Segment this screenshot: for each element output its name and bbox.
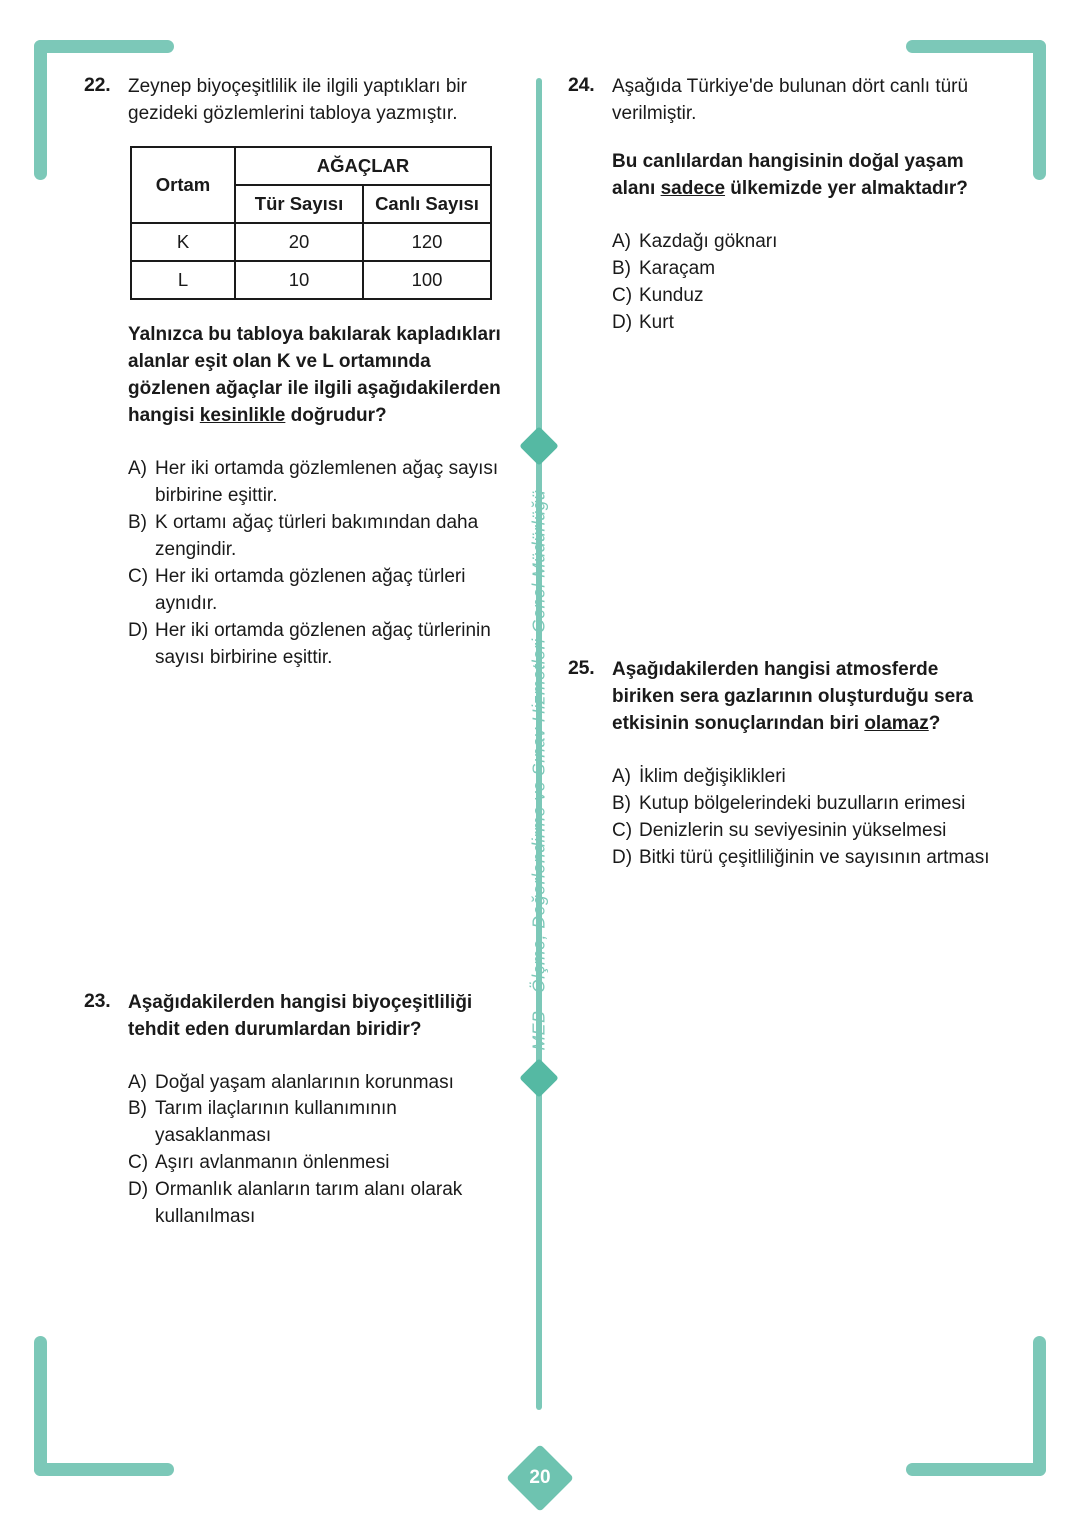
option-letter: A) xyxy=(128,1071,147,1093)
table-cell-tur-sayisi: 10 xyxy=(235,261,363,299)
option-letter: B) xyxy=(612,257,631,279)
option-text: Ormanlık alanların tarım alanı olarak kullanılması xyxy=(155,1179,463,1228)
option-text: İklim değişiklikleri xyxy=(639,765,786,787)
option-b[interactable] xyxy=(128,510,514,564)
option-letter: D) xyxy=(612,311,633,333)
table-cell-canli-sayisi: 100 xyxy=(363,261,491,299)
option-letter: B) xyxy=(612,792,631,814)
question-24 xyxy=(568,74,998,337)
question-prompt xyxy=(612,149,998,203)
table-row xyxy=(131,261,491,299)
option-a[interactable] xyxy=(612,229,998,256)
left-column xyxy=(84,74,514,1231)
option-c[interactable] xyxy=(128,564,514,618)
option-text: Kazdağı göknarı xyxy=(639,230,778,252)
table-cell-tur-sayisi: 20 xyxy=(235,223,363,261)
option-text: Her iki ortamda gözlemlenen ağaç sayısı birbirine eşittir. xyxy=(155,457,499,506)
table-row xyxy=(131,147,491,185)
question-23 xyxy=(84,990,514,1232)
option-b[interactable] xyxy=(612,791,998,818)
option-text: Kunduz xyxy=(639,284,704,306)
right-column xyxy=(568,74,998,872)
question-number: 22. xyxy=(84,74,111,96)
option-letter: B) xyxy=(128,1098,147,1120)
table-cell-env: K xyxy=(131,223,235,261)
corner-bracket-vertical xyxy=(1033,1336,1046,1476)
option-letter: C) xyxy=(128,1152,149,1174)
prompt-emphasis: olamaz xyxy=(864,712,929,734)
prompt-emphasis: sadece xyxy=(660,177,726,199)
corner-bracket-vertical xyxy=(34,40,47,180)
option-text: Doğal yaşam alanlarının korunması xyxy=(155,1071,454,1093)
option-a[interactable] xyxy=(128,1070,514,1097)
table-header-agaclar: AĞAÇLAR xyxy=(235,147,491,185)
answer-options xyxy=(612,229,998,337)
corner-bracket-horizontal xyxy=(906,1463,1046,1476)
question-stem: Zeynep biyoçeşitlilik ile ilgili yaptıkları bir gezideki gözlemlerini tabloya yazmıştır. xyxy=(128,76,467,124)
diamond-marker-icon xyxy=(519,1058,559,1098)
publisher-watermark: MEB • Ölçme, Değerlendirme ve Sınav Hizmetleri Genel Müdürlüğü xyxy=(528,489,549,1051)
table-cell-env: L xyxy=(131,261,235,299)
question-prompt xyxy=(612,657,998,738)
option-letter: A) xyxy=(128,457,147,479)
option-letter: D) xyxy=(128,619,149,641)
diamond-marker-icon xyxy=(519,426,559,466)
prompt-text-part2: ? xyxy=(928,712,941,734)
option-text: Kurt xyxy=(639,311,674,333)
prompt-text-part1: Aşağıdakilerden hangisi atmosferde biriken sera gazlarının oluşturduğu sera etkisinin sonuçlarından biri xyxy=(612,658,974,734)
option-text: Tarım ilaçlarının kullanımının yasaklanması xyxy=(155,1098,397,1147)
option-letter: C) xyxy=(128,565,149,587)
prompt-text-part2: ülkemizde yer almaktadır? xyxy=(725,177,968,199)
corner-bracket-horizontal xyxy=(34,40,174,53)
answer-options xyxy=(612,764,998,872)
corner-bracket-horizontal xyxy=(906,40,1046,53)
option-text: Denizlerin su seviyesinin yükselmesi xyxy=(639,819,947,841)
option-a[interactable] xyxy=(128,456,514,510)
prompt-emphasis: kesinlikle xyxy=(199,404,286,426)
page-number-badge xyxy=(516,1454,564,1502)
option-letter: A) xyxy=(612,230,631,252)
option-d[interactable] xyxy=(612,310,998,337)
option-letter: B) xyxy=(128,511,147,533)
corner-bracket-bottom-right xyxy=(906,1336,1046,1476)
column-divider xyxy=(536,78,542,1410)
question-22 xyxy=(84,74,514,128)
question-prompt xyxy=(128,322,514,430)
question-stem: Aşağıdakilerden hangisi biyoçeşitliliği tehdit eden durumlardan biridir? xyxy=(128,991,473,1040)
corner-bracket-vertical xyxy=(1033,40,1046,180)
table-row xyxy=(131,223,491,261)
prompt-text-part1: Yalnızca bu tabloya bakılarak kapladıkları alanlar eşit olan K ve L ortamında gözlenen ağaçlar ile ilgili aşağıdakilerden hangisi xyxy=(128,323,501,426)
option-b[interactable] xyxy=(612,256,998,283)
question-number: 24. xyxy=(568,74,595,96)
option-a[interactable] xyxy=(612,764,998,791)
option-d[interactable] xyxy=(128,1177,514,1231)
table-header-ortam: Ortam xyxy=(131,147,235,223)
prompt-text-part1: Bu canlılardan hangisinin doğal yaşam alanı xyxy=(612,150,964,199)
option-text: K ortamı ağaç türleri bakımından daha zengindir. xyxy=(155,511,479,560)
answer-options xyxy=(128,456,514,672)
option-letter: C) xyxy=(612,284,633,306)
question-25 xyxy=(568,657,998,872)
corner-bracket-vertical xyxy=(34,1336,47,1476)
option-c[interactable] xyxy=(612,818,998,845)
option-c[interactable] xyxy=(612,283,998,310)
option-text: Her iki ortamda gözlenen ağaç türleri aynıdır. xyxy=(155,565,466,614)
question-number: 25. xyxy=(568,656,595,679)
corner-bracket-horizontal xyxy=(34,1463,174,1476)
answer-options xyxy=(128,1070,514,1232)
option-d[interactable] xyxy=(612,845,998,872)
prompt-text-part2: doğrudur? xyxy=(285,404,387,426)
corner-bracket-bottom-left xyxy=(34,1336,174,1476)
question-stem: Aşağıda Türkiye'de bulunan dört canlı türü verilmiştir. xyxy=(612,76,969,124)
option-text: Her iki ortamda gözlenen ağaç türlerinin sayısı birbirine eşittir. xyxy=(155,619,491,668)
table-cell-canli-sayisi: 120 xyxy=(363,223,491,261)
option-letter: C) xyxy=(612,819,633,841)
option-letter: D) xyxy=(128,1179,149,1201)
page-number-text: 20 xyxy=(529,1467,551,1488)
option-text: Aşırı avlanmanın önlenmesi xyxy=(155,1152,390,1174)
option-text: Kutup bölgelerindeki buzulların erimesi xyxy=(639,792,966,814)
option-b[interactable] xyxy=(128,1096,514,1150)
option-c[interactable] xyxy=(128,1150,514,1177)
question-22-prompt-block xyxy=(84,322,514,672)
option-text: Bitki türü çeşitliliğinin ve sayısının artması xyxy=(639,846,990,868)
table-subheader-canli-sayisi: Canlı Sayısı xyxy=(363,185,491,223)
question-number: 23. xyxy=(84,989,111,1012)
option-letter: D) xyxy=(612,846,633,868)
option-text: Karaçam xyxy=(639,257,716,279)
observation-table xyxy=(130,146,492,300)
option-letter: A) xyxy=(612,765,631,787)
option-d[interactable] xyxy=(128,618,514,672)
table-subheader-tur-sayisi: Tür Sayısı xyxy=(235,185,363,223)
